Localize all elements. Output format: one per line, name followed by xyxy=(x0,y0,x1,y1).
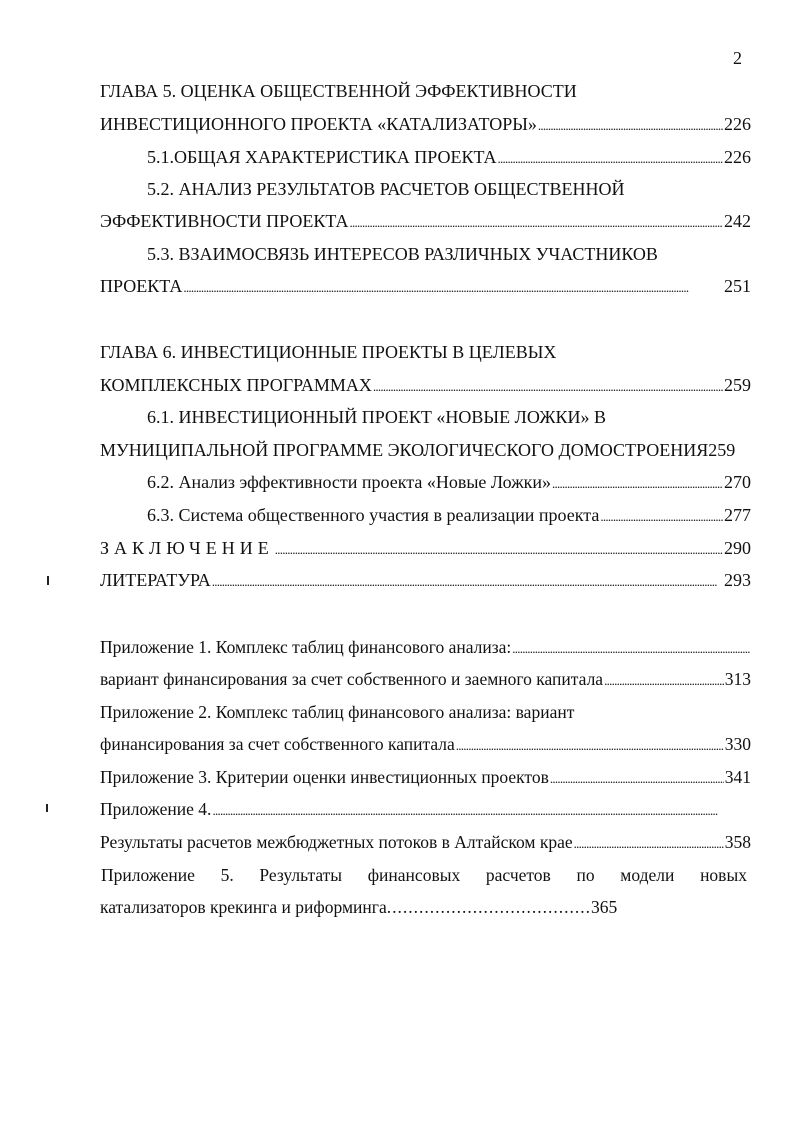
dot-leader xyxy=(498,144,723,172)
toc-entry xyxy=(147,241,751,267)
margin-mark xyxy=(47,576,49,585)
appendix-entry-text: финансирования за счет собственного капитала xyxy=(100,734,455,754)
toc-entry-text: ИНВЕСТИЦИОННОГО ПРОЕКТА «КАТАЛИЗАТОРЫ» xyxy=(100,114,537,134)
toc-entry-text: ЛИТЕРАТУРА xyxy=(100,570,211,590)
dot-leader xyxy=(574,829,724,857)
appendix-entry-justified xyxy=(101,862,747,888)
toc-entry xyxy=(100,437,760,463)
dot-leader xyxy=(552,469,723,497)
toc-page-number: 277 xyxy=(724,505,751,525)
toc-page-number: 226 xyxy=(724,114,751,134)
justified-word: расчетов xyxy=(485,865,551,885)
toc-entry xyxy=(100,372,751,398)
appendix-entry-text: Приложение 2. Комплекс таблиц финансового анализа: вариант xyxy=(100,702,575,722)
appendix-page-number: 365 xyxy=(590,897,618,917)
justified-word: финансовых xyxy=(367,865,461,885)
page-number: 2 xyxy=(733,48,742,68)
appendix-entry xyxy=(100,666,751,692)
toc-entry-text: 6.3. Система общественного участия в реализации проекта xyxy=(147,505,600,525)
toc-entry-text: ЭФФЕКТИВНОСТИ ПРОЕКТА xyxy=(100,211,349,231)
appendix-entry-text: Приложение 3. Критерии оценки инвестиционных проектов xyxy=(100,767,549,787)
toc-entry-text: ГЛАВА 5. ОЦЕНКА ОБЩЕСТВЕННОЙ ЭФФЕКТИВНОСТИ xyxy=(100,81,577,101)
toc-entry-text: ПРОЕКТА xyxy=(100,276,183,296)
appendix-entry-text: Приложение 1. Комплекс таблиц финансового анализа: xyxy=(100,637,512,657)
appendix-entry xyxy=(100,634,751,660)
justified-word: новых xyxy=(700,865,747,885)
dot-leader xyxy=(373,372,723,400)
toc-entry-text: КОМПЛЕКСНЫХ ПРОГРАММАХ xyxy=(100,375,372,395)
toc-chapter-6-title xyxy=(100,339,751,365)
toc-entry xyxy=(100,567,751,593)
toc-page-number: 226 xyxy=(724,147,751,167)
appendix-entry xyxy=(100,731,751,757)
justified-word: Результаты xyxy=(259,865,343,885)
toc-entry xyxy=(100,111,751,137)
toc-entry xyxy=(147,176,751,202)
toc-entry-text: МУНИЦИПАЛЬНОЙ ПРОГРАММЕ ЭКОЛОГИЧЕСКОГО ДОМОСТРОЕНИЯ259 xyxy=(100,440,736,460)
toc-page-number: 290 xyxy=(724,538,751,558)
dot-leader xyxy=(212,567,723,595)
dot-leader xyxy=(183,273,723,301)
dot-leader xyxy=(275,535,723,563)
appendix-entry xyxy=(100,796,751,822)
toc-entry-text: 6.1. ИНВЕСТИЦИОННЫЙ ПРОЕКТ «НОВЫЕ ЛОЖКИ» В xyxy=(147,407,607,427)
dot-leader xyxy=(456,731,724,759)
appendix-page-number: 341 xyxy=(724,767,751,787)
toc-entry-text: 6.2. Анализ эффективности проекта «Новые Ложки» xyxy=(147,472,552,492)
dot-leader xyxy=(600,502,723,530)
toc-entry xyxy=(147,404,751,430)
toc-entry xyxy=(100,535,751,561)
appendix-entry-text: Приложение 4. xyxy=(100,799,212,819)
toc-entry-text: 5.3. ВЗАИМОСВЯЗЬ ИНТЕРЕСОВ РАЗЛИЧНЫХ УЧАСТНИКОВ xyxy=(147,244,658,264)
dot-leader xyxy=(550,764,724,792)
toc-entry-text: 5.1.ОБЩАЯ ХАРАКТЕРИСТИКА ПРОЕКТА xyxy=(147,147,497,167)
toc-entry xyxy=(147,502,751,528)
toc-page-number: 293 xyxy=(724,570,751,590)
justified-word: по xyxy=(576,865,595,885)
toc-chapter-5-title xyxy=(100,78,751,104)
toc-entry-text: ЗАКЛЮЧЕНИЕ xyxy=(100,538,274,558)
justified-word: 5. xyxy=(220,865,234,885)
toc-entry-text: 5.2. АНАЛИЗ РЕЗУЛЬТАТОВ РАСЧЕТОВ ОБЩЕСТВЕННОЙ xyxy=(147,179,625,199)
dot-leader xyxy=(604,666,724,694)
toc-page-number: 242 xyxy=(724,211,751,231)
appendix-entry-text: катализаторов крекинга и риформинга xyxy=(100,897,387,917)
dot-leader xyxy=(512,634,750,662)
appendix-entry xyxy=(100,699,751,725)
appendix-page-number: 358 xyxy=(724,832,751,852)
appendix-entry-text: Результаты расчетов межбюджетных потоков в Алтайском крае xyxy=(100,832,573,852)
toc-page-number: 270 xyxy=(724,472,751,492)
dot-leader: ...................................... xyxy=(386,897,591,917)
toc-page-number: 259 xyxy=(724,375,751,395)
appendix-entry xyxy=(100,764,751,790)
dot-leader xyxy=(349,208,723,236)
dot-leader xyxy=(212,796,750,824)
toc-entry xyxy=(147,144,751,170)
toc-entry xyxy=(147,469,751,495)
justified-word: Приложение xyxy=(101,865,195,885)
appendix-page-number: 330 xyxy=(724,734,751,754)
appendix-page-number: 313 xyxy=(724,669,751,689)
justified-word: модели xyxy=(620,865,675,885)
margin-mark xyxy=(46,804,48,812)
dot-leader xyxy=(538,111,723,139)
appendix-entry xyxy=(100,829,751,855)
toc-entry xyxy=(100,208,751,234)
appendix-entry xyxy=(100,894,751,920)
appendix-entry-text: вариант финансирования за счет собственного и заемного капитала xyxy=(100,669,604,689)
toc-entry-text: ГЛАВА 6. ИНВЕСТИЦИОННЫЕ ПРОЕКТЫ В ЦЕЛЕВЫХ xyxy=(100,342,557,362)
toc-entry xyxy=(100,273,751,299)
toc-page-number: 251 xyxy=(724,276,751,296)
